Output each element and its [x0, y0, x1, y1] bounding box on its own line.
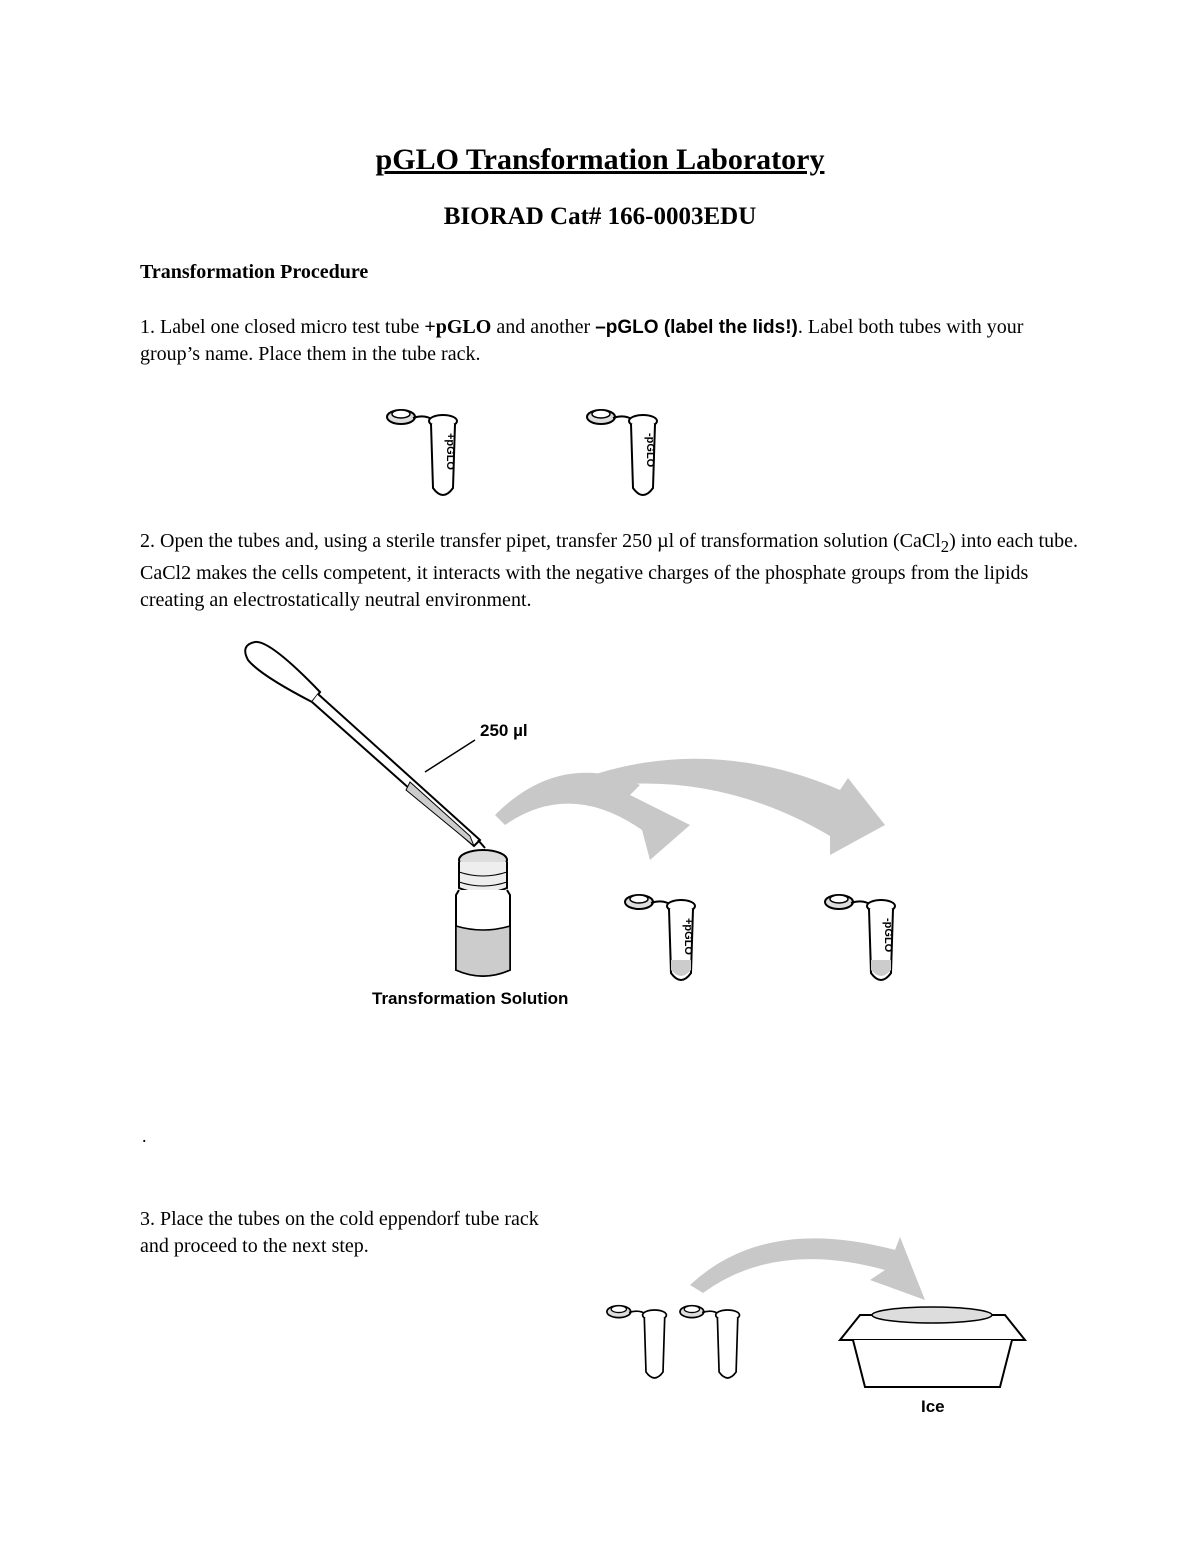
step-3-paragraph: 3. Place the tubes on the cold eppendorf tube rack and proceed to the next step.	[140, 1208, 539, 1257]
tube-plus-pglo-fig2	[625, 895, 695, 980]
catalog-number: BIORAD Cat# 166-0003EDU	[443, 203, 757, 230]
volume-label: 250 µl	[480, 721, 528, 740]
tube-minus-label: -pGLO	[882, 918, 894, 953]
figure-transfer-solution	[230, 640, 910, 1020]
section-heading: Transformation Procedure	[140, 261, 369, 283]
ice-container-icon	[840, 1307, 1025, 1387]
tube-icon	[680, 1306, 740, 1378]
tube-minus-pglo	[587, 410, 657, 495]
tube-plus-label: +pGLO	[444, 433, 456, 470]
tube-minus-label: -pGLO	[644, 433, 656, 468]
figure-labeled-tubes	[370, 395, 690, 510]
minus-pglo-term: –pGLO (label the lids!)	[595, 317, 798, 338]
plus-pglo-term: +pGLO	[424, 316, 492, 338]
solution-label: Transformation Solution	[372, 989, 569, 1008]
solution-bottle-icon	[456, 850, 510, 976]
tube-icon	[607, 1306, 667, 1378]
tube-minus-pglo-fig2	[825, 895, 895, 980]
transfer-pipet-icon	[245, 642, 485, 848]
tube-plus-label: +pGLO	[682, 918, 694, 955]
step-2-paragraph: 2. Open the tubes and, using a sterile transfer pipet, transfer 250 µl of transformation solution (CaCl$_2$) into each tube. CaCl2 makes the cells competent, it interacts with the negative charges of the phosphate groups from the lipids creating an electrostatically neutral environment.	[140, 530, 1078, 611]
page-title: pGLO Transformation Laboratory	[375, 143, 825, 176]
figure-tubes-on-ice	[595, 1225, 1035, 1425]
step-1-paragraph: 1. Label one closed micro test tube +pGLO and another –pGLO (label the lids!). Label both tubes with your group’s name. Place them in the tube rack.	[140, 316, 1024, 365]
separator-dot: .	[142, 1126, 147, 1146]
arrow-to-ice	[690, 1237, 925, 1300]
ice-label: Ice	[921, 1397, 945, 1416]
tube-plus-pglo	[387, 410, 457, 495]
